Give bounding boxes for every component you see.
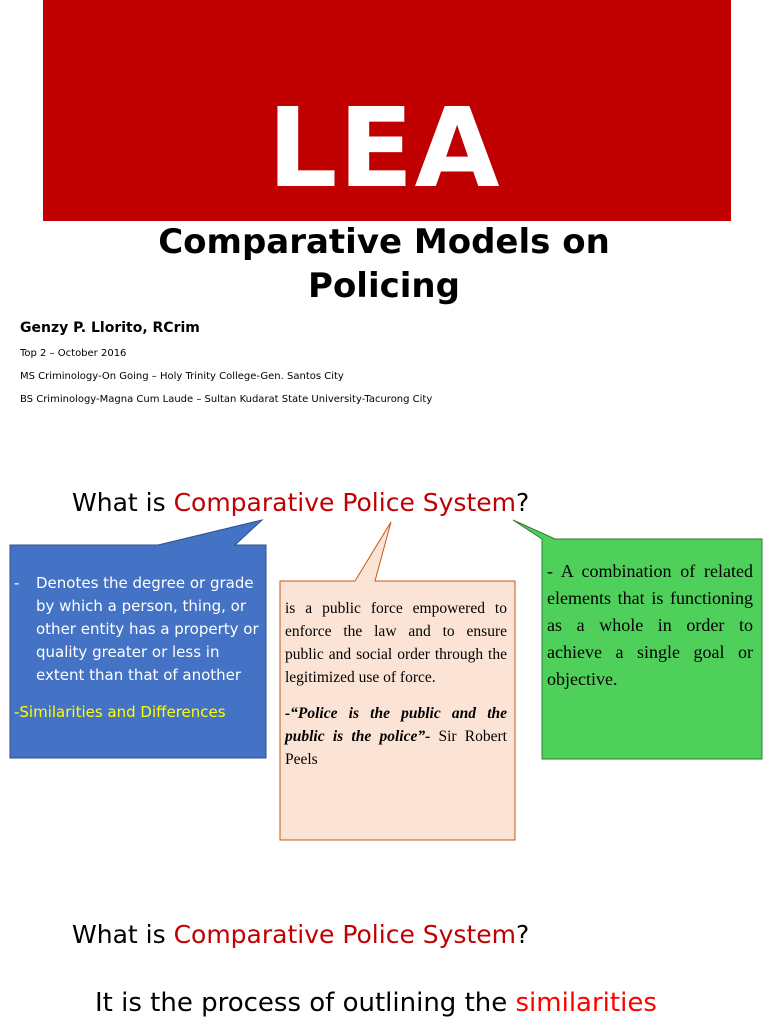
page-title-line-2: Policing [308, 266, 460, 306]
comparative-definition: Denotes the degree or grade by which a person, thing, or other entity has a property or quality greater or less in extent than that of another [36, 574, 259, 684]
police-callout [285, 597, 507, 771]
page-title-line-1: Comparative Models on [158, 222, 610, 262]
process-highlight: similarities [515, 988, 657, 1018]
question-prefix: What is [72, 920, 174, 949]
banner-title: LEA [267, 84, 501, 212]
quote-author: Sir Robert Peels [285, 728, 507, 768]
system-callout [547, 558, 753, 693]
credential-line: Top 2 – October 2016 [20, 348, 127, 359]
author-name: Genzy P. Llorito, RCrim [20, 320, 200, 336]
question-highlight: Comparative Police System [173, 920, 516, 949]
police-definition: is a public force empowered to enforce the law and to ensure public and social order through the legitimized use of force. [285, 600, 507, 686]
credential-line: BS Criminology-Magna Cum Laude – Sultan Kudarat State University-Tacurong City [20, 394, 433, 405]
question-highlight: Comparative Police System [173, 488, 516, 517]
bullet-dash: - [14, 574, 20, 592]
comparative-note: -Similarities and Differences [14, 703, 226, 721]
process-prefix: It is the process of outlining the [95, 988, 516, 1018]
question-suffix: ? [516, 488, 530, 517]
system-definition: - A combination of related elements that is functioning as a whole in order to achieve a single goal or objective. [547, 561, 753, 689]
credential-line: MS Criminology-On Going – Holy Trinity College-Gen. Santos City [20, 371, 344, 382]
question-suffix: ? [516, 920, 530, 949]
question-heading [72, 920, 529, 949]
quote-text: -“Police is the public and the public is the police”- [285, 705, 507, 745]
question-prefix: What is [72, 488, 174, 517]
process-statement [95, 988, 657, 1018]
comparative-callout [14, 572, 266, 724]
police-quote [285, 702, 507, 771]
